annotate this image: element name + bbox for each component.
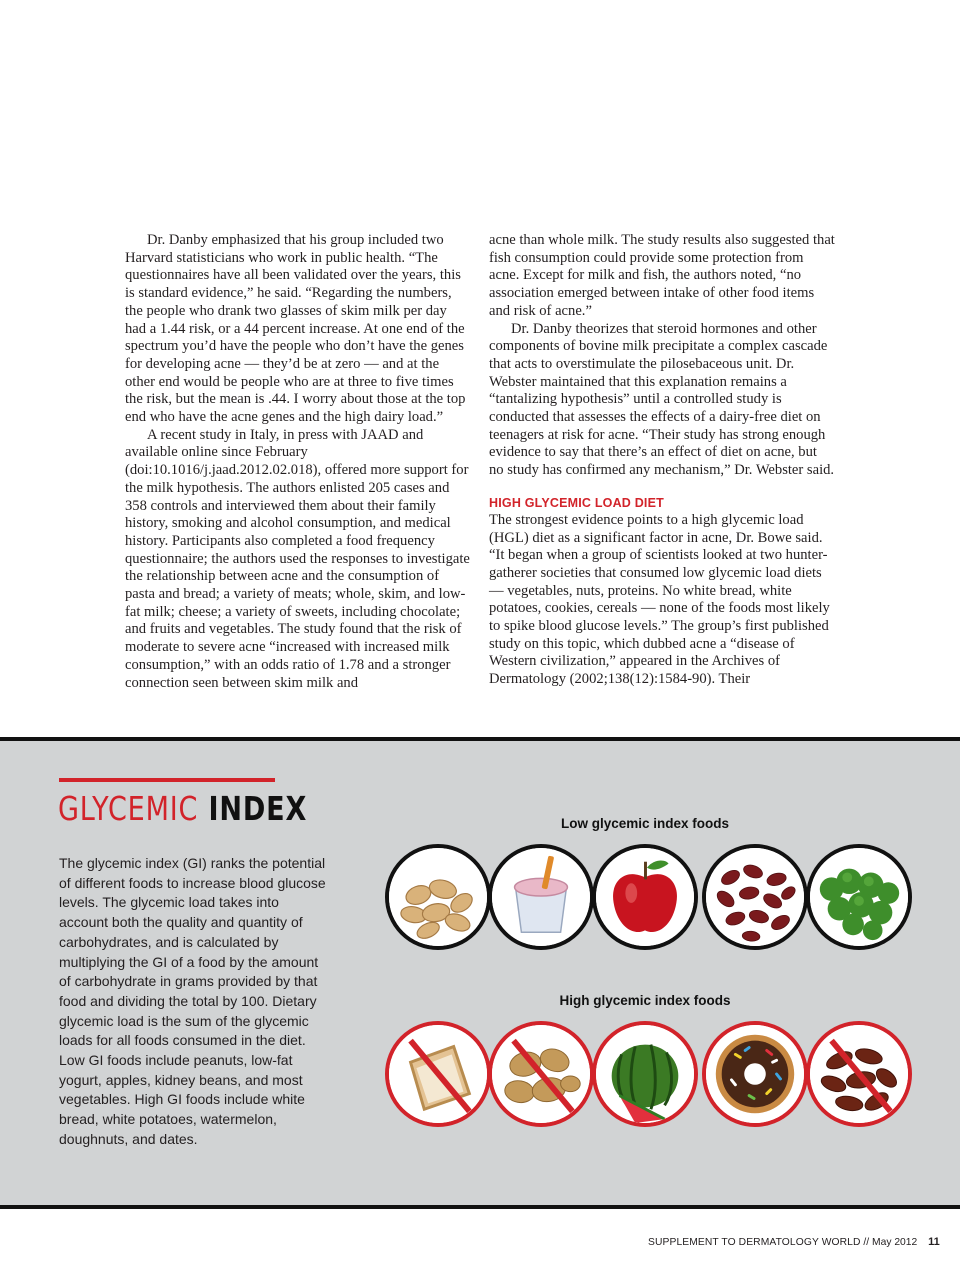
apple-image [592, 844, 698, 950]
article-column-right [489, 232, 835, 689]
peanuts-image [385, 844, 491, 950]
footer-date: May 2012 [872, 1237, 918, 1248]
sidebar-title-part1: GLYCEMIC [58, 789, 199, 828]
sidebar-title-part2: INDEX [208, 789, 308, 828]
yogurt-image [488, 844, 594, 950]
doughnut-image [702, 1021, 808, 1127]
article-paragraph: Dr. Danby theorizes that steroid hormones and other components of bovine milk precipitate a complex cascade that acts to overstimulate the pilosebaceous unit. Dr. Webster maintained that this explanation remains a “tantalizing hypothesis” until a controlled study is conducted that assesses the effects of a dairy-free diet on teenagers at risk for acne. “Their study has strong enough evidence to say that there’s an effect of diet on acne, but no study has confirmed any mechanism,” Dr. Webster said. [489, 320, 835, 479]
sidebar-text: The glycemic index (GI) ranks the potential of different foods to increase blood glucose levels. The glycemic load takes into account both the quality and quantity of carbohydrates, and is calculated by multiplying the GI of a food by the amount of carbohydrate in grams provided by that food and dividing the total by 100. Dietary glycemic load is the sum of the glycemic loads for all foods consumed in the diet. Low GI foods include peanuts, low-fat yogurt, apples, kidney beans, and most vegetables. High GI foods include white bread, white potatoes, watermelon, doughnuts, and dates. [59, 855, 326, 1147]
section-subhead: HIGH GLYCEMIC LOAD DIET [489, 495, 664, 510]
title-accent-rule [59, 778, 275, 782]
broccoli-image [806, 844, 912, 950]
kidney-beans-image [702, 844, 808, 950]
glycemic-index-sidebar [0, 737, 960, 1209]
article-paragraph: acne than whole milk. The study results also suggested that fish consumption could provide some protection from acne. Except for milk and fish, the authors noted, “no association emerged between intake of other food items and risk of acne.” [489, 232, 835, 319]
potatoes-image [488, 1021, 594, 1127]
article-column-left [125, 232, 471, 692]
article-paragraph: The strongest evidence points to a high glycemic load (HGL) diet as a significant factor in acne, Dr. Bowe said. “It began when a group of scientists looked at two hunter-gatherer societies that consumed low glycemic load diets — vegetables, nuts, proteins. No white bread, white potatoes, cookies, cereals — none of the foods most likely to spike blood glucose levels.” The group’s first published study on this topic, which dubbed acne a “disease of Western civilization,” appeared in the Archives of Dermatology (2002;138(12):1584-90). Their [489, 511, 830, 688]
article-paragraph: A recent study in Italy, in press with JAAD and available online since February (doi:10.1016/j.jaad.2012.02.018), offered more support for the milk hypothesis. The authors enlisted 205 cases and 358 controls and interviewed them about their family history, smoking and alcohol consumption, and medical history. Participants also completed a food frequency questionnaire; the authors used the responses to investigate the relationship between acne and the consumption of pasta and bread; a variety of meats; whole, skim, and low-fat milk; cheese; a variety of sweets, including chocolate; and fruits and vegetables. The study found that the risk of moderate to severe acne “increased with increased milk consumption,” with an odds ratio of 1.78 and a stronger connection seen between skim milk and [125, 426, 470, 691]
white-bread-image [385, 1021, 491, 1127]
high-gi-label: High glycemic index foods [559, 993, 731, 1008]
sidebar-title [58, 789, 307, 829]
page-footer [648, 1236, 940, 1248]
low-gi-label: Low glycemic index foods [560, 816, 730, 831]
watermelon-image [592, 1021, 698, 1127]
dates-image [806, 1021, 912, 1127]
page-number: 11 [928, 1236, 940, 1248]
footer-separator: // [863, 1237, 870, 1248]
footer-publication: SUPPLEMENT TO DERMATOLOGY WORLD [648, 1237, 861, 1248]
article-paragraph: Dr. Danby emphasized that his group included two Harvard statisticians who work in public health. “The questionnaires have all been validated over the years, this is standard evidence,” he said. “Regarding the numbers, the people who drank two glasses of skim milk per day had a 1.44 risk, or a 44 percent increase. At one end of the spectrum you’d have the people who don’t have the genes for developing acne — they’d be at zero — and at the other end would be people who are at three to five times the risk, but the mean is .44. I worry about those at the top end who have the acne genes and the high dairy load.” [125, 232, 466, 426]
